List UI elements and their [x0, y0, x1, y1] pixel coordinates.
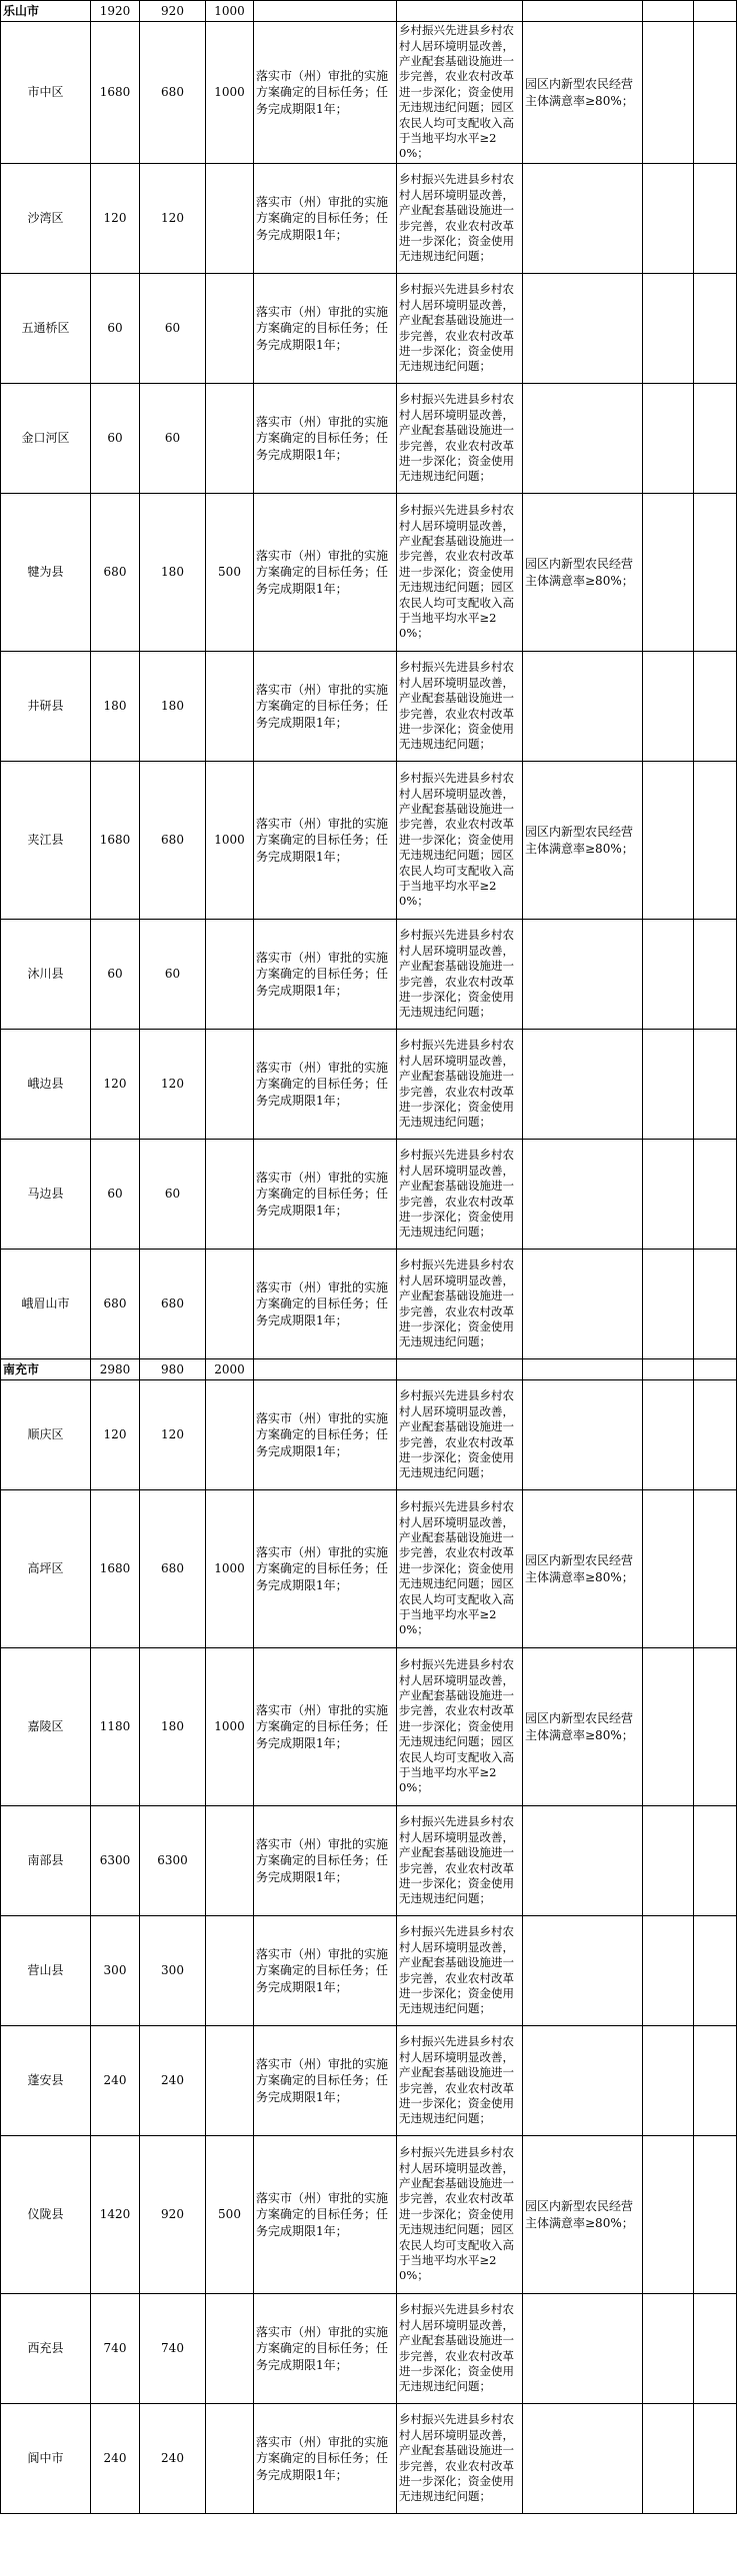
amount-1-cell: 120 [140, 164, 206, 274]
county-row [1, 1916, 737, 2026]
empty-cell [643, 762, 694, 920]
total-amount-cell: 6300 [91, 1806, 140, 1916]
empty-cell [694, 494, 737, 652]
empty-cell [643, 2026, 694, 2136]
county-row [1, 1250, 737, 1359]
amount-1-cell: 60 [140, 274, 206, 384]
total-amount-cell: 680 [91, 494, 140, 652]
empty-cell [643, 920, 694, 1030]
amount-2-cell: 1000 [206, 22, 254, 164]
indicator-cell: 乡村振兴先进县乡村农村人居环境明显改善，产业配套基础设施进一步完善，农业农村改革进一步深化；资金使用无违规违纪问题；园区农民人均可支配收入高于当地平均水平≥20%； [397, 2136, 523, 2294]
task-cell: 落实市（州）审批的实施方案确定的目标任务；任务完成期限1年； [254, 1030, 397, 1140]
amount-1-cell: 60 [140, 1140, 206, 1250]
total-amount-cell: 740 [91, 2294, 140, 2404]
empty-cell [643, 1140, 694, 1250]
amount-1-cell: 980 [140, 1359, 206, 1380]
task-cell: 落实市（州）审批的实施方案确定的目标任务；任务完成期限1年； [254, 164, 397, 274]
indicator-cell: 乡村振兴先进县乡村农村人居环境明显改善，产业配套基础设施进一步完善，农业农村改革进一步深化；资金使用无违规违纪问题； [397, 1806, 523, 1916]
empty-cell [694, 22, 737, 164]
amount-1-cell: 920 [140, 2136, 206, 2294]
task-cell: 落实市（州）审批的实施方案确定的目标任务；任务完成期限1年； [254, 1250, 397, 1359]
county-row [1, 164, 737, 274]
task-cell: 落实市（州）审批的实施方案确定的目标任务；任务完成期限1年； [254, 1916, 397, 2026]
empty-cell [694, 2136, 737, 2294]
county-row [1, 274, 737, 384]
amount-1-cell: 180 [140, 1648, 206, 1806]
satisfaction-cell [523, 1916, 643, 2026]
empty-cell [694, 2026, 737, 2136]
indicator-cell: 乡村振兴先进县乡村农村人居环境明显改善，产业配套基础设施进一步完善，农业农村改革进一步深化；资金使用无违规违纪问题； [397, 384, 523, 494]
county-row [1, 2026, 737, 2136]
total-amount-cell: 60 [91, 1140, 140, 1250]
satisfaction-cell [523, 1806, 643, 1916]
county-row [1, 2294, 737, 2404]
empty-cell [694, 1, 737, 22]
empty-cell [694, 652, 737, 762]
task-cell: 落实市（州）审批的实施方案确定的目标任务；任务完成期限1年； [254, 762, 397, 920]
task-cell: 落实市（州）审批的实施方案确定的目标任务；任务完成期限1年； [254, 1490, 397, 1648]
empty-cell [694, 1250, 737, 1359]
satisfaction-cell: 园区内新型农民经营主体满意率≥80%； [523, 22, 643, 164]
amount-2-cell [206, 2026, 254, 2136]
empty-cell [694, 2294, 737, 2404]
city-name-cell: 南充市 [1, 1359, 91, 1380]
task-cell: 落实市（州）审批的实施方案确定的目标任务；任务完成期限1年； [254, 384, 397, 494]
amount-2-cell [206, 2404, 254, 2514]
county-name-cell: 仪陇县 [1, 2136, 91, 2294]
amount-1-cell: 180 [140, 652, 206, 762]
amount-2-cell [206, 1806, 254, 1916]
task-cell: 落实市（州）审批的实施方案确定的目标任务；任务完成期限1年； [254, 2404, 397, 2514]
table-body [1, 1, 737, 2514]
task-cell: 落实市（州）审批的实施方案确定的目标任务；任务完成期限1年； [254, 22, 397, 164]
county-name-cell: 金口河区 [1, 384, 91, 494]
county-name-cell: 嘉陵区 [1, 1648, 91, 1806]
empty-cell [694, 762, 737, 920]
amount-2-cell: 1000 [206, 1, 254, 22]
amount-1-cell: 60 [140, 920, 206, 1030]
total-amount-cell: 60 [91, 384, 140, 494]
county-row [1, 22, 737, 164]
satisfaction-cell [523, 274, 643, 384]
county-row [1, 1030, 737, 1140]
amount-1-cell: 120 [140, 1380, 206, 1490]
satisfaction-cell: 园区内新型农民经营主体满意率≥80%； [523, 2136, 643, 2294]
satisfaction-cell: 园区内新型农民经营主体满意率≥80%； [523, 762, 643, 920]
empty-cell [643, 1, 694, 22]
satisfaction-cell [523, 1380, 643, 1490]
empty-cell [643, 2294, 694, 2404]
task-cell: 落实市（州）审批的实施方案确定的目标任务；任务完成期限1年； [254, 494, 397, 652]
amount-2-cell: 1000 [206, 1490, 254, 1648]
total-amount-cell: 240 [91, 2026, 140, 2136]
total-amount-cell: 1680 [91, 22, 140, 164]
empty-cell [694, 2404, 737, 2514]
empty-cell [643, 164, 694, 274]
satisfaction-cell [523, 1030, 643, 1140]
empty-cell [643, 494, 694, 652]
satisfaction-cell [523, 2404, 643, 2514]
county-row [1, 494, 737, 652]
empty-cell [643, 1380, 694, 1490]
amount-1-cell: 6300 [140, 1806, 206, 1916]
task-cell: 落实市（州）审批的实施方案确定的目标任务；任务完成期限1年； [254, 1648, 397, 1806]
amount-2-cell [206, 2294, 254, 2404]
total-amount-cell: 1180 [91, 1648, 140, 1806]
satisfaction-cell [523, 1140, 643, 1250]
total-amount-cell: 120 [91, 164, 140, 274]
satisfaction-cell [523, 1250, 643, 1359]
county-row [1, 384, 737, 494]
satisfaction-cell [523, 2026, 643, 2136]
amount-2-cell [206, 164, 254, 274]
amount-1-cell: 920 [140, 1, 206, 22]
satisfaction-cell [523, 1359, 643, 1380]
total-amount-cell: 120 [91, 1030, 140, 1140]
empty-cell [694, 1490, 737, 1648]
satisfaction-cell: 园区内新型农民经营主体满意率≥80%； [523, 1648, 643, 1806]
task-cell [254, 1, 397, 22]
total-amount-cell: 300 [91, 1916, 140, 2026]
amount-2-cell [206, 1916, 254, 2026]
amount-2-cell: 500 [206, 494, 254, 652]
amount-2-cell [206, 920, 254, 1030]
task-cell: 落实市（州）审批的实施方案确定的目标任务；任务完成期限1年； [254, 652, 397, 762]
empty-cell [643, 1359, 694, 1380]
empty-cell [643, 2404, 694, 2514]
indicator-cell: 乡村振兴先进县乡村农村人居环境明显改善，产业配套基础设施进一步完善，农业农村改革进一步深化；资金使用无违规违纪问题； [397, 1030, 523, 1140]
county-name-cell: 蓬安县 [1, 2026, 91, 2136]
county-name-cell: 南部县 [1, 1806, 91, 1916]
indicator-cell: 乡村振兴先进县乡村农村人居环境明显改善，产业配套基础设施进一步完善，农业农村改革进一步深化；资金使用无违规违纪问题；园区农民人均可支配收入高于当地平均水平≥20%； [397, 1648, 523, 1806]
empty-cell [643, 1490, 694, 1648]
total-amount-cell: 1920 [91, 1, 140, 22]
task-cell: 落实市（州）审批的实施方案确定的目标任务；任务完成期限1年； [254, 1380, 397, 1490]
indicator-cell: 乡村振兴先进县乡村农村人居环境明显改善，产业配套基础设施进一步完善，农业农村改革进一步深化；资金使用无违规违纪问题； [397, 920, 523, 1030]
county-row [1, 2136, 737, 2294]
indicator-cell: 乡村振兴先进县乡村农村人居环境明显改善，产业配套基础设施进一步完善，农业农村改革进一步深化；资金使用无违规违纪问题； [397, 1916, 523, 2026]
amount-1-cell: 740 [140, 2294, 206, 2404]
empty-cell [643, 1030, 694, 1140]
empty-cell [694, 1030, 737, 1140]
county-name-cell: 西充县 [1, 2294, 91, 2404]
empty-cell [694, 1806, 737, 1916]
county-name-cell: 沐川县 [1, 920, 91, 1030]
amount-1-cell: 680 [140, 22, 206, 164]
satisfaction-cell [523, 384, 643, 494]
amount-1-cell: 680 [140, 762, 206, 920]
county-name-cell: 夹江县 [1, 762, 91, 920]
satisfaction-cell [523, 1, 643, 22]
task-cell: 落实市（州）审批的实施方案确定的目标任务；任务完成期限1年； [254, 2294, 397, 2404]
amount-1-cell: 680 [140, 1250, 206, 1359]
satisfaction-cell: 园区内新型农民经营主体满意率≥80%； [523, 1490, 643, 1648]
amount-1-cell: 60 [140, 384, 206, 494]
county-row [1, 652, 737, 762]
empty-cell [643, 1916, 694, 2026]
empty-cell [643, 22, 694, 164]
empty-cell [694, 274, 737, 384]
county-row [1, 1806, 737, 1916]
county-name-cell: 阆中市 [1, 2404, 91, 2514]
empty-cell [694, 1380, 737, 1490]
satisfaction-cell [523, 652, 643, 762]
indicator-cell: 乡村振兴先进县乡村农村人居环境明显改善，产业配套基础设施进一步完善，农业农村改革进一步深化；资金使用无违规违纪问题； [397, 2294, 523, 2404]
total-amount-cell: 60 [91, 274, 140, 384]
indicator-cell: 乡村振兴先进县乡村农村人居环境明显改善，产业配套基础设施进一步完善，农业农村改革进一步深化；资金使用无违规违纪问题；园区农民人均可支配收入高于当地平均水平≥20%； [397, 494, 523, 652]
city-name-cell: 乐山市 [1, 1, 91, 22]
amount-2-cell [206, 384, 254, 494]
total-amount-cell: 1680 [91, 1490, 140, 1648]
county-row [1, 2404, 737, 2514]
county-row [1, 1380, 737, 1490]
satisfaction-cell [523, 2294, 643, 2404]
satisfaction-cell [523, 920, 643, 1030]
total-amount-cell: 240 [91, 2404, 140, 2514]
indicator-cell: 乡村振兴先进县乡村农村人居环境明显改善，产业配套基础设施进一步完善，农业农村改革进一步深化；资金使用无违规违纪问题； [397, 652, 523, 762]
indicator-cell [397, 1359, 523, 1380]
indicator-cell: 乡村振兴先进县乡村农村人居环境明显改善，产业配套基础设施进一步完善，农业农村改革进一步深化；资金使用无违规违纪问题； [397, 1380, 523, 1490]
empty-cell [643, 2136, 694, 2294]
county-name-cell: 高坪区 [1, 1490, 91, 1648]
amount-2-cell [206, 1140, 254, 1250]
county-row [1, 762, 737, 920]
amount-2-cell: 500 [206, 2136, 254, 2294]
total-amount-cell: 120 [91, 1380, 140, 1490]
amount-1-cell: 240 [140, 2026, 206, 2136]
county-name-cell: 五通桥区 [1, 274, 91, 384]
indicator-cell: 乡村振兴先进县乡村农村人居环境明显改善，产业配套基础设施进一步完善，农业农村改革进一步深化；资金使用无违规违纪问题； [397, 1250, 523, 1359]
county-name-cell: 沙湾区 [1, 164, 91, 274]
county-row [1, 1648, 737, 1806]
empty-cell [643, 274, 694, 384]
total-amount-cell: 1680 [91, 762, 140, 920]
county-name-cell: 井研县 [1, 652, 91, 762]
amount-2-cell [206, 1030, 254, 1140]
empty-cell [694, 384, 737, 494]
satisfaction-cell: 园区内新型农民经营主体满意率≥80%； [523, 494, 643, 652]
amount-2-cell: 1000 [206, 1648, 254, 1806]
indicator-cell: 乡村振兴先进县乡村农村人居环境明显改善，产业配套基础设施进一步完善，农业农村改革进一步深化；资金使用无违规违纪问题； [397, 274, 523, 384]
county-name-cell: 马边县 [1, 1140, 91, 1250]
empty-cell [643, 1806, 694, 1916]
county-row [1, 1140, 737, 1250]
empty-cell [694, 1359, 737, 1380]
total-amount-cell: 1420 [91, 2136, 140, 2294]
county-row [1, 920, 737, 1030]
amount-1-cell: 240 [140, 2404, 206, 2514]
amount-2-cell [206, 274, 254, 384]
total-amount-cell: 2980 [91, 1359, 140, 1380]
task-cell: 落实市（州）审批的实施方案确定的目标任务；任务完成期限1年； [254, 2136, 397, 2294]
indicator-cell: 乡村振兴先进县乡村农村人居环境明显改善，产业配套基础设施进一步完善，农业农村改革进一步深化；资金使用无违规违纪问题； [397, 2026, 523, 2136]
amount-1-cell: 120 [140, 1030, 206, 1140]
indicator-cell: 乡村振兴先进县乡村农村人居环境明显改善，产业配套基础设施进一步完善，农业农村改革进一步深化；资金使用无违规违纪问题； [397, 164, 523, 274]
indicator-cell: 乡村振兴先进县乡村农村人居环境明显改善，产业配套基础设施进一步完善，农业农村改革进一步深化；资金使用无违规违纪问题；园区农民人均可支配收入高于当地平均水平≥20%； [397, 22, 523, 164]
county-name-cell: 顺庆区 [1, 1380, 91, 1490]
empty-cell [694, 1916, 737, 2026]
empty-cell [694, 164, 737, 274]
task-cell: 落实市（州）审批的实施方案确定的目标任务；任务完成期限1年； [254, 920, 397, 1030]
county-name-cell: 犍为县 [1, 494, 91, 652]
empty-cell [694, 1648, 737, 1806]
total-amount-cell: 680 [91, 1250, 140, 1359]
county-name-cell: 峨眉山市 [1, 1250, 91, 1359]
empty-cell [643, 1648, 694, 1806]
county-row [1, 1490, 737, 1648]
satisfaction-cell [523, 164, 643, 274]
city-row [1, 1359, 737, 1380]
county-name-cell: 营山县 [1, 1916, 91, 2026]
amount-1-cell: 180 [140, 494, 206, 652]
task-cell: 落实市（州）审批的实施方案确定的目标任务；任务完成期限1年； [254, 1806, 397, 1916]
empty-cell [694, 920, 737, 1030]
empty-cell [643, 384, 694, 494]
indicator-cell: 乡村振兴先进县乡村农村人居环境明显改善，产业配套基础设施进一步完善，农业农村改革进一步深化；资金使用无违规违纪问题； [397, 2404, 523, 2514]
county-name-cell: 市中区 [1, 22, 91, 164]
amount-1-cell: 680 [140, 1490, 206, 1648]
amount-2-cell [206, 1250, 254, 1359]
task-cell [254, 1359, 397, 1380]
amount-1-cell: 300 [140, 1916, 206, 2026]
total-amount-cell: 60 [91, 920, 140, 1030]
task-cell: 落实市（州）审批的实施方案确定的目标任务；任务完成期限1年； [254, 2026, 397, 2136]
empty-cell [643, 652, 694, 762]
county-name-cell: 峨边县 [1, 1030, 91, 1140]
empty-cell [694, 1140, 737, 1250]
amount-2-cell [206, 652, 254, 762]
task-cell: 落实市（州）审批的实施方案确定的目标任务；任务完成期限1年； [254, 1140, 397, 1250]
empty-cell [643, 1250, 694, 1359]
indicator-cell: 乡村振兴先进县乡村农村人居环境明显改善，产业配套基础设施进一步完善，农业农村改革进一步深化；资金使用无违规违纪问题； [397, 1140, 523, 1250]
city-row [1, 1, 737, 22]
indicator-cell: 乡村振兴先进县乡村农村人居环境明显改善，产业配套基础设施进一步完善，农业农村改革进一步深化；资金使用无违规违纪问题；园区农民人均可支配收入高于当地平均水平≥20%； [397, 762, 523, 920]
amount-2-cell [206, 1380, 254, 1490]
task-cell: 落实市（州）审批的实施方案确定的目标任务；任务完成期限1年； [254, 274, 397, 384]
amount-2-cell: 1000 [206, 762, 254, 920]
amount-2-cell: 2000 [206, 1359, 254, 1380]
indicator-cell: 乡村振兴先进县乡村农村人居环境明显改善，产业配套基础设施进一步完善，农业农村改革进一步深化；资金使用无违规违纪问题；园区农民人均可支配收入高于当地平均水平≥20%； [397, 1490, 523, 1648]
total-amount-cell: 180 [91, 652, 140, 762]
indicator-cell [397, 1, 523, 22]
